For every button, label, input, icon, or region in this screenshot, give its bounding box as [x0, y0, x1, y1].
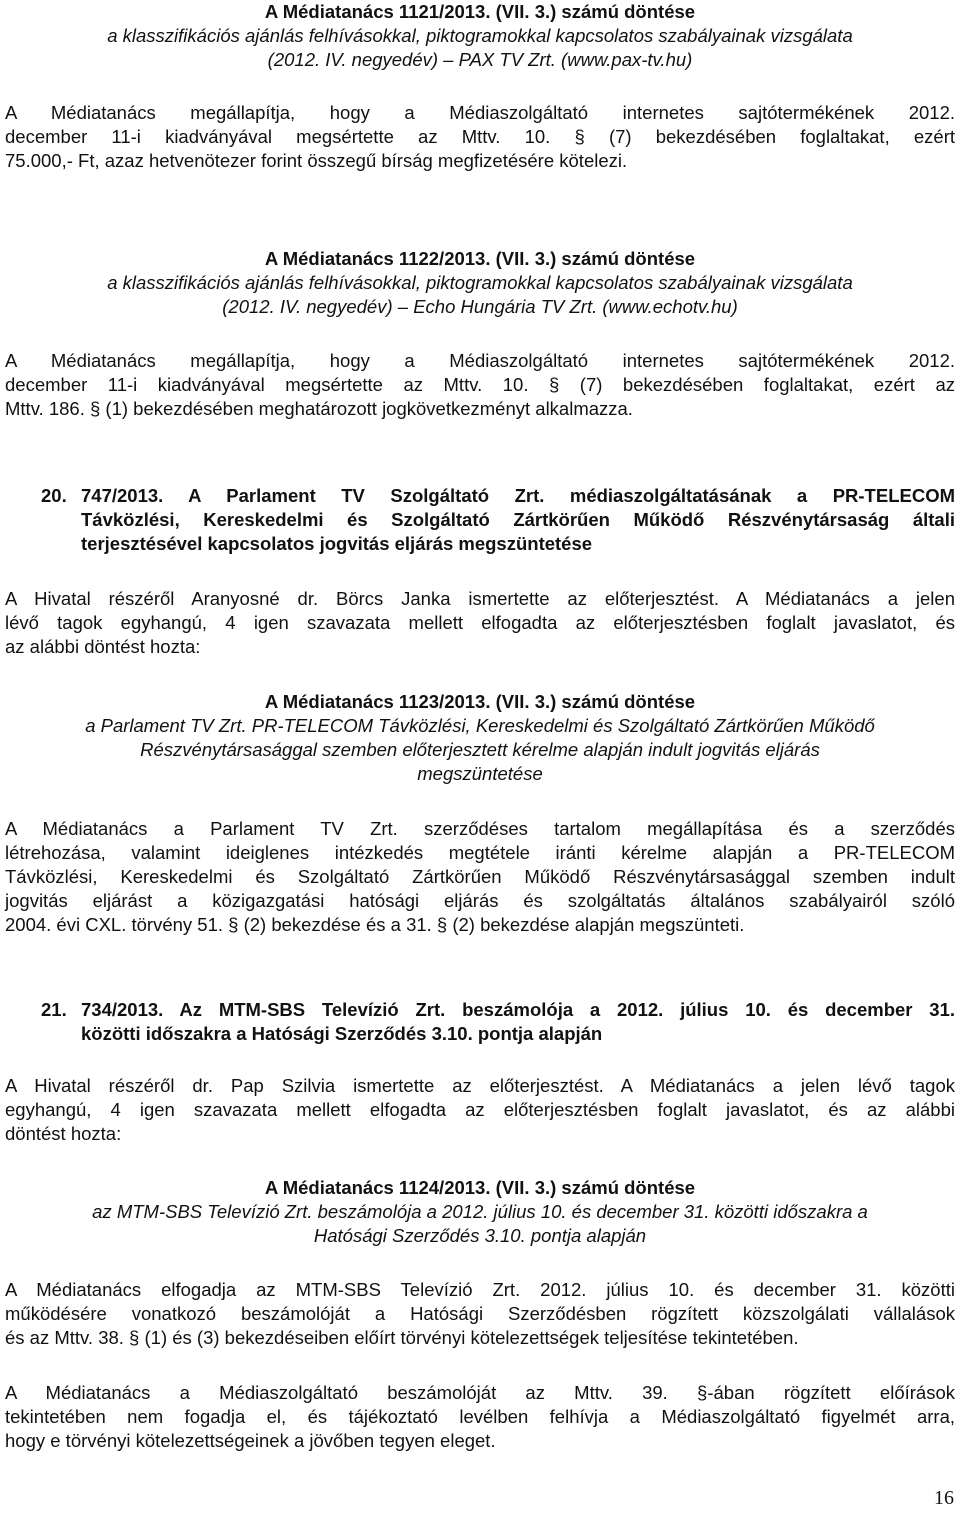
decision-title: A Médiatanács 1121/2013. (VII. 3.) számú döntése [264, 1, 696, 22]
body-line: A Médiatanács a Parlament TV Zrt. szerződéses tartalom megállapítása és a szerződés [5, 818, 955, 839]
decision-1124-body-2 [5, 1381, 955, 1453]
decision-title: A Médiatanács 1123/2013. (VII. 3.) számú döntése [264, 691, 696, 712]
heading-line: terjesztésével kapcsolatos jogvitás eljárás megszüntetése [81, 533, 593, 554]
decision-1124-body-1 [5, 1278, 955, 1350]
item-21-intro [5, 1074, 955, 1146]
decision-1122-body [5, 349, 955, 421]
decision-subtitle: a klasszifikációs ajánlás felhívásokkal, piktogramokkal kapcsolatos szabályainak vizsgálata [107, 25, 853, 46]
decision-1121-body [5, 101, 955, 173]
body-line: döntést hozta: [5, 1123, 122, 1144]
decision-subtitle: (2012. IV. negyedév) – PAX TV Zrt. (www.pax-tv.hu) [267, 49, 693, 70]
decision-1123-header [5, 690, 955, 786]
page-number: 16 [934, 1487, 954, 1509]
body-line: működésére vonatkozó beszámolóját a Hatósági Szerződésben rögzített közszolgálati vállalások [5, 1303, 955, 1324]
body-line: 2004. évi CXL. törvény 51. § (2) bekezdése és a 31. § (2) bekezdése alapján megszünteti. [5, 914, 745, 935]
decision-subtitle: a klasszifikációs ajánlás felhívásokkal, piktogramokkal kapcsolatos szabályainak vizsgálata [107, 272, 853, 293]
decision-1121-header [5, 0, 955, 72]
decision-subtitle: megszüntetése [417, 763, 543, 784]
body-line: lévő tagok egyhangú, 4 igen szavazata mellett elfogadta az előterjesztésben foglalt javaslatot, és [5, 612, 955, 633]
decision-subtitle: Részvénytársasággal szemben előterjesztett kérelme alapján indult jogvitás eljárás [140, 739, 820, 760]
body-line: A Médiatanács megállapítja, hogy a Médiaszolgáltató internetes sajtótermékének 2012. [5, 350, 955, 371]
decision-subtitle: a Parlament TV Zrt. PR-TELECOM Távközlési, Kereskedelmi és Szolgáltató Zártkörűen Működő [85, 715, 875, 736]
decision-subtitle: (2012. IV. negyedév) – Echo Hungária TV Zrt. (www.echotv.hu) [222, 296, 738, 317]
body-line: Mttv. 186. § (1) bekezdésében meghatározott jogkövetkezményt alkalmazza. [5, 398, 633, 419]
heading-line: közötti időszakra a Hatósági Szerződés 3.10. pontja alapján [81, 1023, 603, 1044]
heading-line: Távközlési, Kereskedelmi és Szolgáltató Zártkörűen Működő Részvénytársaság általi [81, 509, 955, 530]
body-line: létrehozása, valamint ideiglenes intézkedés megtétele iránti kérelme alapján a PR-TELECOM [5, 842, 955, 863]
body-line: tekintetében nem fogadja el, és tájékoztató levélben felhívja a Médiaszolgáltató figyelmét arra, [5, 1406, 955, 1427]
body-line: hogy e törvényi kötelezettségeinek a jövőben tegyen eleget. [5, 1430, 496, 1451]
body-line: A Hivatal részéről Aranyosné dr. Börcs Janka ismertette az előterjesztést. A Médiatanács a jelen [5, 588, 955, 609]
item-heading [81, 998, 955, 1046]
body-line: Távközlési, Kereskedelmi és Szolgáltató Zártkörűen Működő Részvénytársasággal szemben indult [5, 866, 955, 887]
body-line: az alábbi döntést hozta: [5, 636, 201, 657]
body-line: jogvitás eljárást a közigazgatási hatósági eljárás és szolgáltatás általános szabályairól szóló [5, 890, 955, 911]
decision-1123-body [5, 817, 955, 937]
body-line: A Médiatanács megállapítja, hogy a Médiaszolgáltató internetes sajtótermékének 2012. [5, 102, 955, 123]
item-number: 21. [41, 999, 67, 1020]
body-line: A Hivatal részéről dr. Pap Szilvia ismertette az előterjesztést. A Médiatanács a jelen lévő tagok [5, 1075, 955, 1096]
body-line: december 11-i kiadványával megsértette az Mttv. 10. § (7) bekezdésében foglaltakat, ezért az [5, 374, 955, 395]
body-line: A Médiatanács elfogadja az MTM-SBS Televízió Zrt. 2012. július 10. és december 31. közötti [5, 1279, 955, 1300]
decision-1124-header [5, 1176, 955, 1248]
item-number: 20. [41, 485, 67, 506]
body-line: A Médiatanács a Médiaszolgáltató beszámolóját az Mttv. 39. §-ában rögzített előírások [5, 1382, 955, 1403]
decision-subtitle: az MTM-SBS Televízió Zrt. beszámolója a 2012. július 10. és december 31. közötti időszakra a [92, 1201, 868, 1222]
heading-line: 734/2013. Az MTM-SBS Televízió Zrt. beszámolója a 2012. július 10. és december 31. [81, 999, 955, 1020]
body-line: egyhangú, 4 igen szavazata mellett elfogadta az előterjesztésben foglalt javaslatot, és az alábbi [5, 1099, 955, 1120]
body-line: 75.000,- Ft, azaz hetvenötezer forint összegű bírság megfizetésére kötelezi. [5, 150, 628, 171]
body-line: és az Mttv. 38. § (1) és (3) bekezdéseiben előírt törvényi kötelezettségek teljesítése tekintetében. [5, 1327, 799, 1348]
decision-subtitle: Hatósági Szerződés 3.10. pontja alapján [313, 1225, 647, 1246]
body-line: december 11-i kiadványával megsértette az Mttv. 10. § (7) bekezdésében foglaltakat, ezért [5, 126, 955, 147]
item-heading [81, 484, 955, 556]
heading-line: 747/2013. A Parlament TV Szolgáltató Zrt. médiaszolgáltatásának a PR-TELECOM [81, 485, 955, 506]
decision-title: A Médiatanács 1122/2013. (VII. 3.) számú döntése [264, 248, 696, 269]
decision-title: A Médiatanács 1124/2013. (VII. 3.) számú döntése [264, 1177, 696, 1198]
decision-1122-header [5, 247, 955, 319]
item-20-intro [5, 587, 955, 659]
